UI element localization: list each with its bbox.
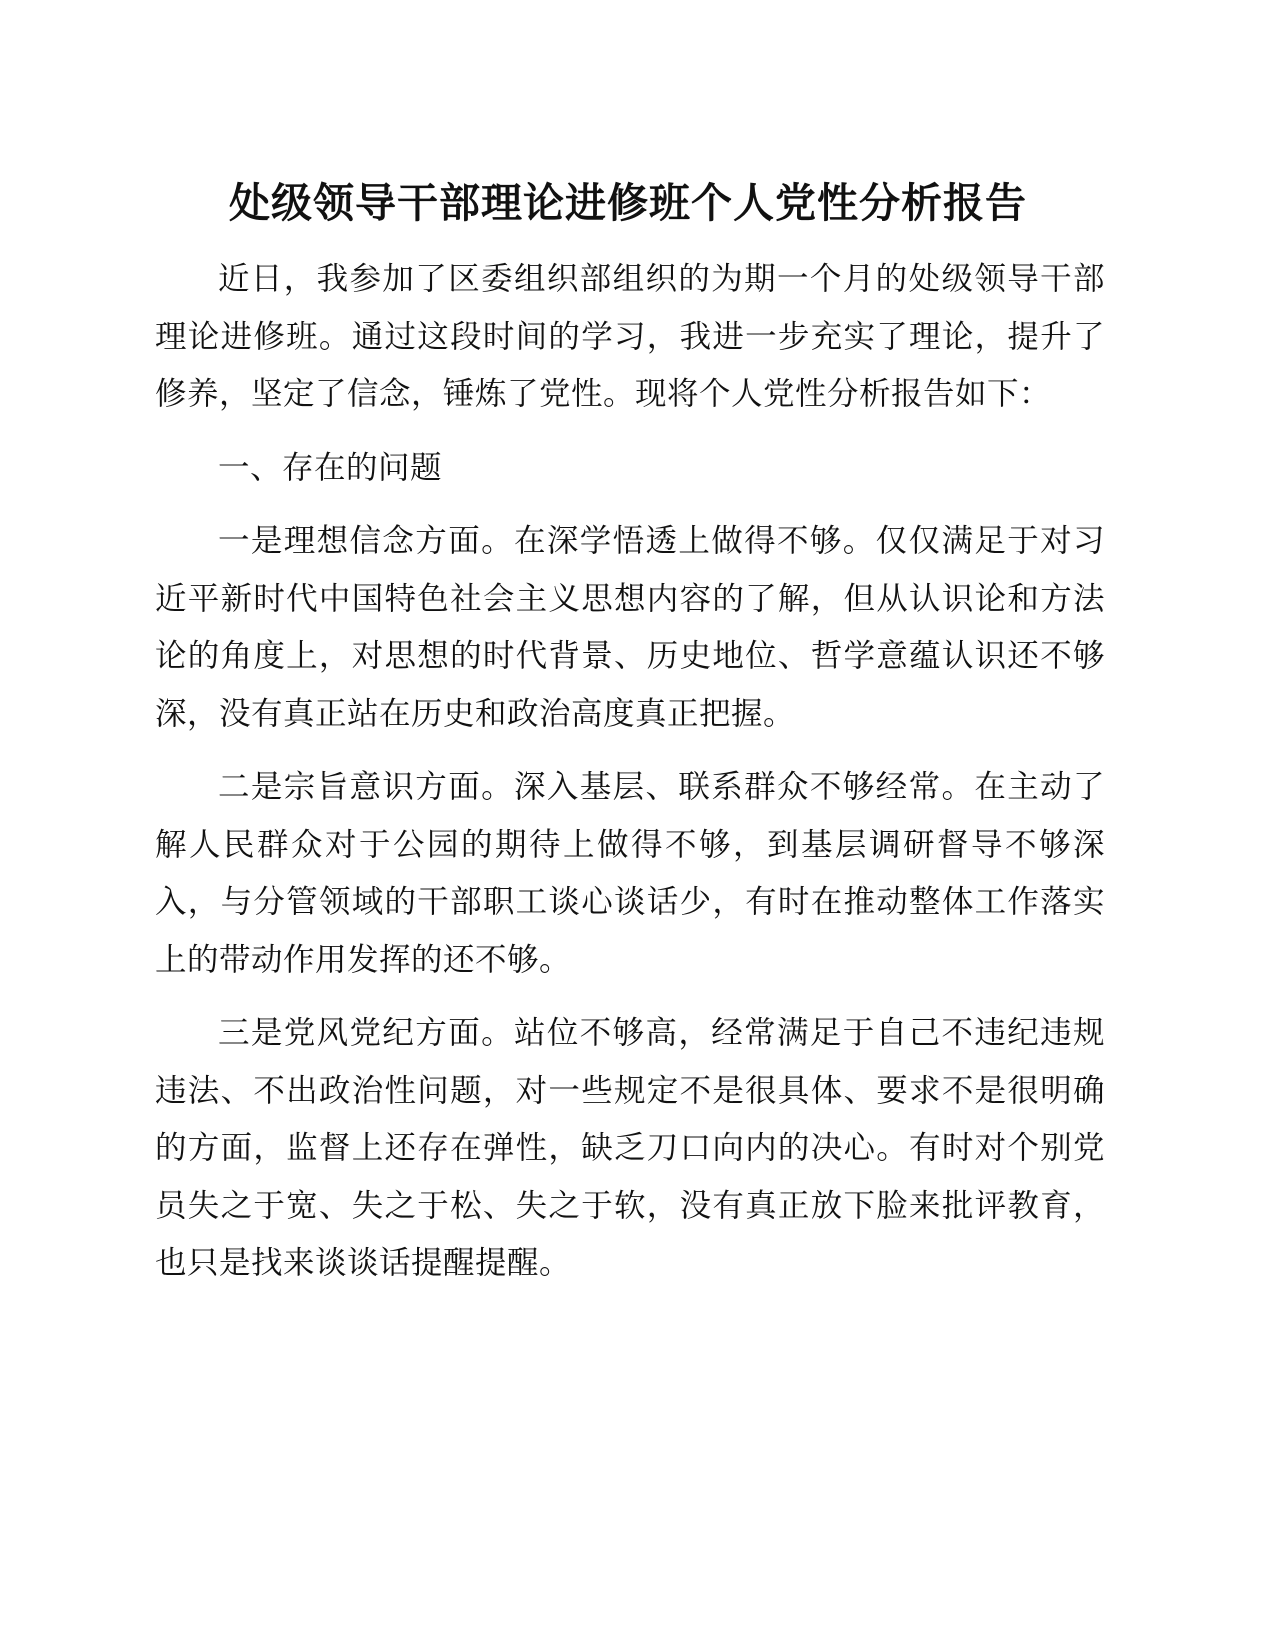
document-body [155, 251, 1105, 1293]
paragraph-party-discipline: 三是党风党纪方面。站位不够高，经常满足于自己不违纪违规违法、不出政治性问题，对一些规定不是很具体、要求不是很明确的方面，监督上还存在弹性，缺乏刀口向内的决心。有时对个别党员失之于宽、失之于松、失之于软，没有真正放下脸来批评教育，也只是找来谈谈话提醒提醒。 [155, 1015, 1105, 1281]
paragraph-ideals-beliefs: 一是理想信念方面。在深学悟透上做得不够。仅仅满足于对习近平新时代中国特色社会主义思想内容的了解，但从认识论和方法论的角度上，对思想的时代背景、历史地位、哲学意蕴认识还不够深，没有真正站在历史和政治高度真正把握。 [155, 523, 1105, 732]
paragraph-purpose-awareness: 二是宗旨意识方面。深入基层、联系群众不够经常。在主动了解人民群众对于公园的期待上做得不够，到基层调研督导不够深入，与分管领域的干部职工谈心谈话少，有时在推动整体工作落实上的带动作用发挥的还不够。 [155, 769, 1105, 978]
document-title: 处级领导干部理论进修班个人党性分析报告 [229, 179, 1027, 227]
section-heading: 一、存在的问题 [218, 449, 443, 486]
intro-paragraph: 近日，我参加了区委组织部组织的为期一个月的处级领导干部理论进修班。通过这段时间的学习，我进一步充实了理论，提升了修养，坚定了信念，锤炼了党性。现将个人党性分析报告如下： [155, 261, 1105, 412]
